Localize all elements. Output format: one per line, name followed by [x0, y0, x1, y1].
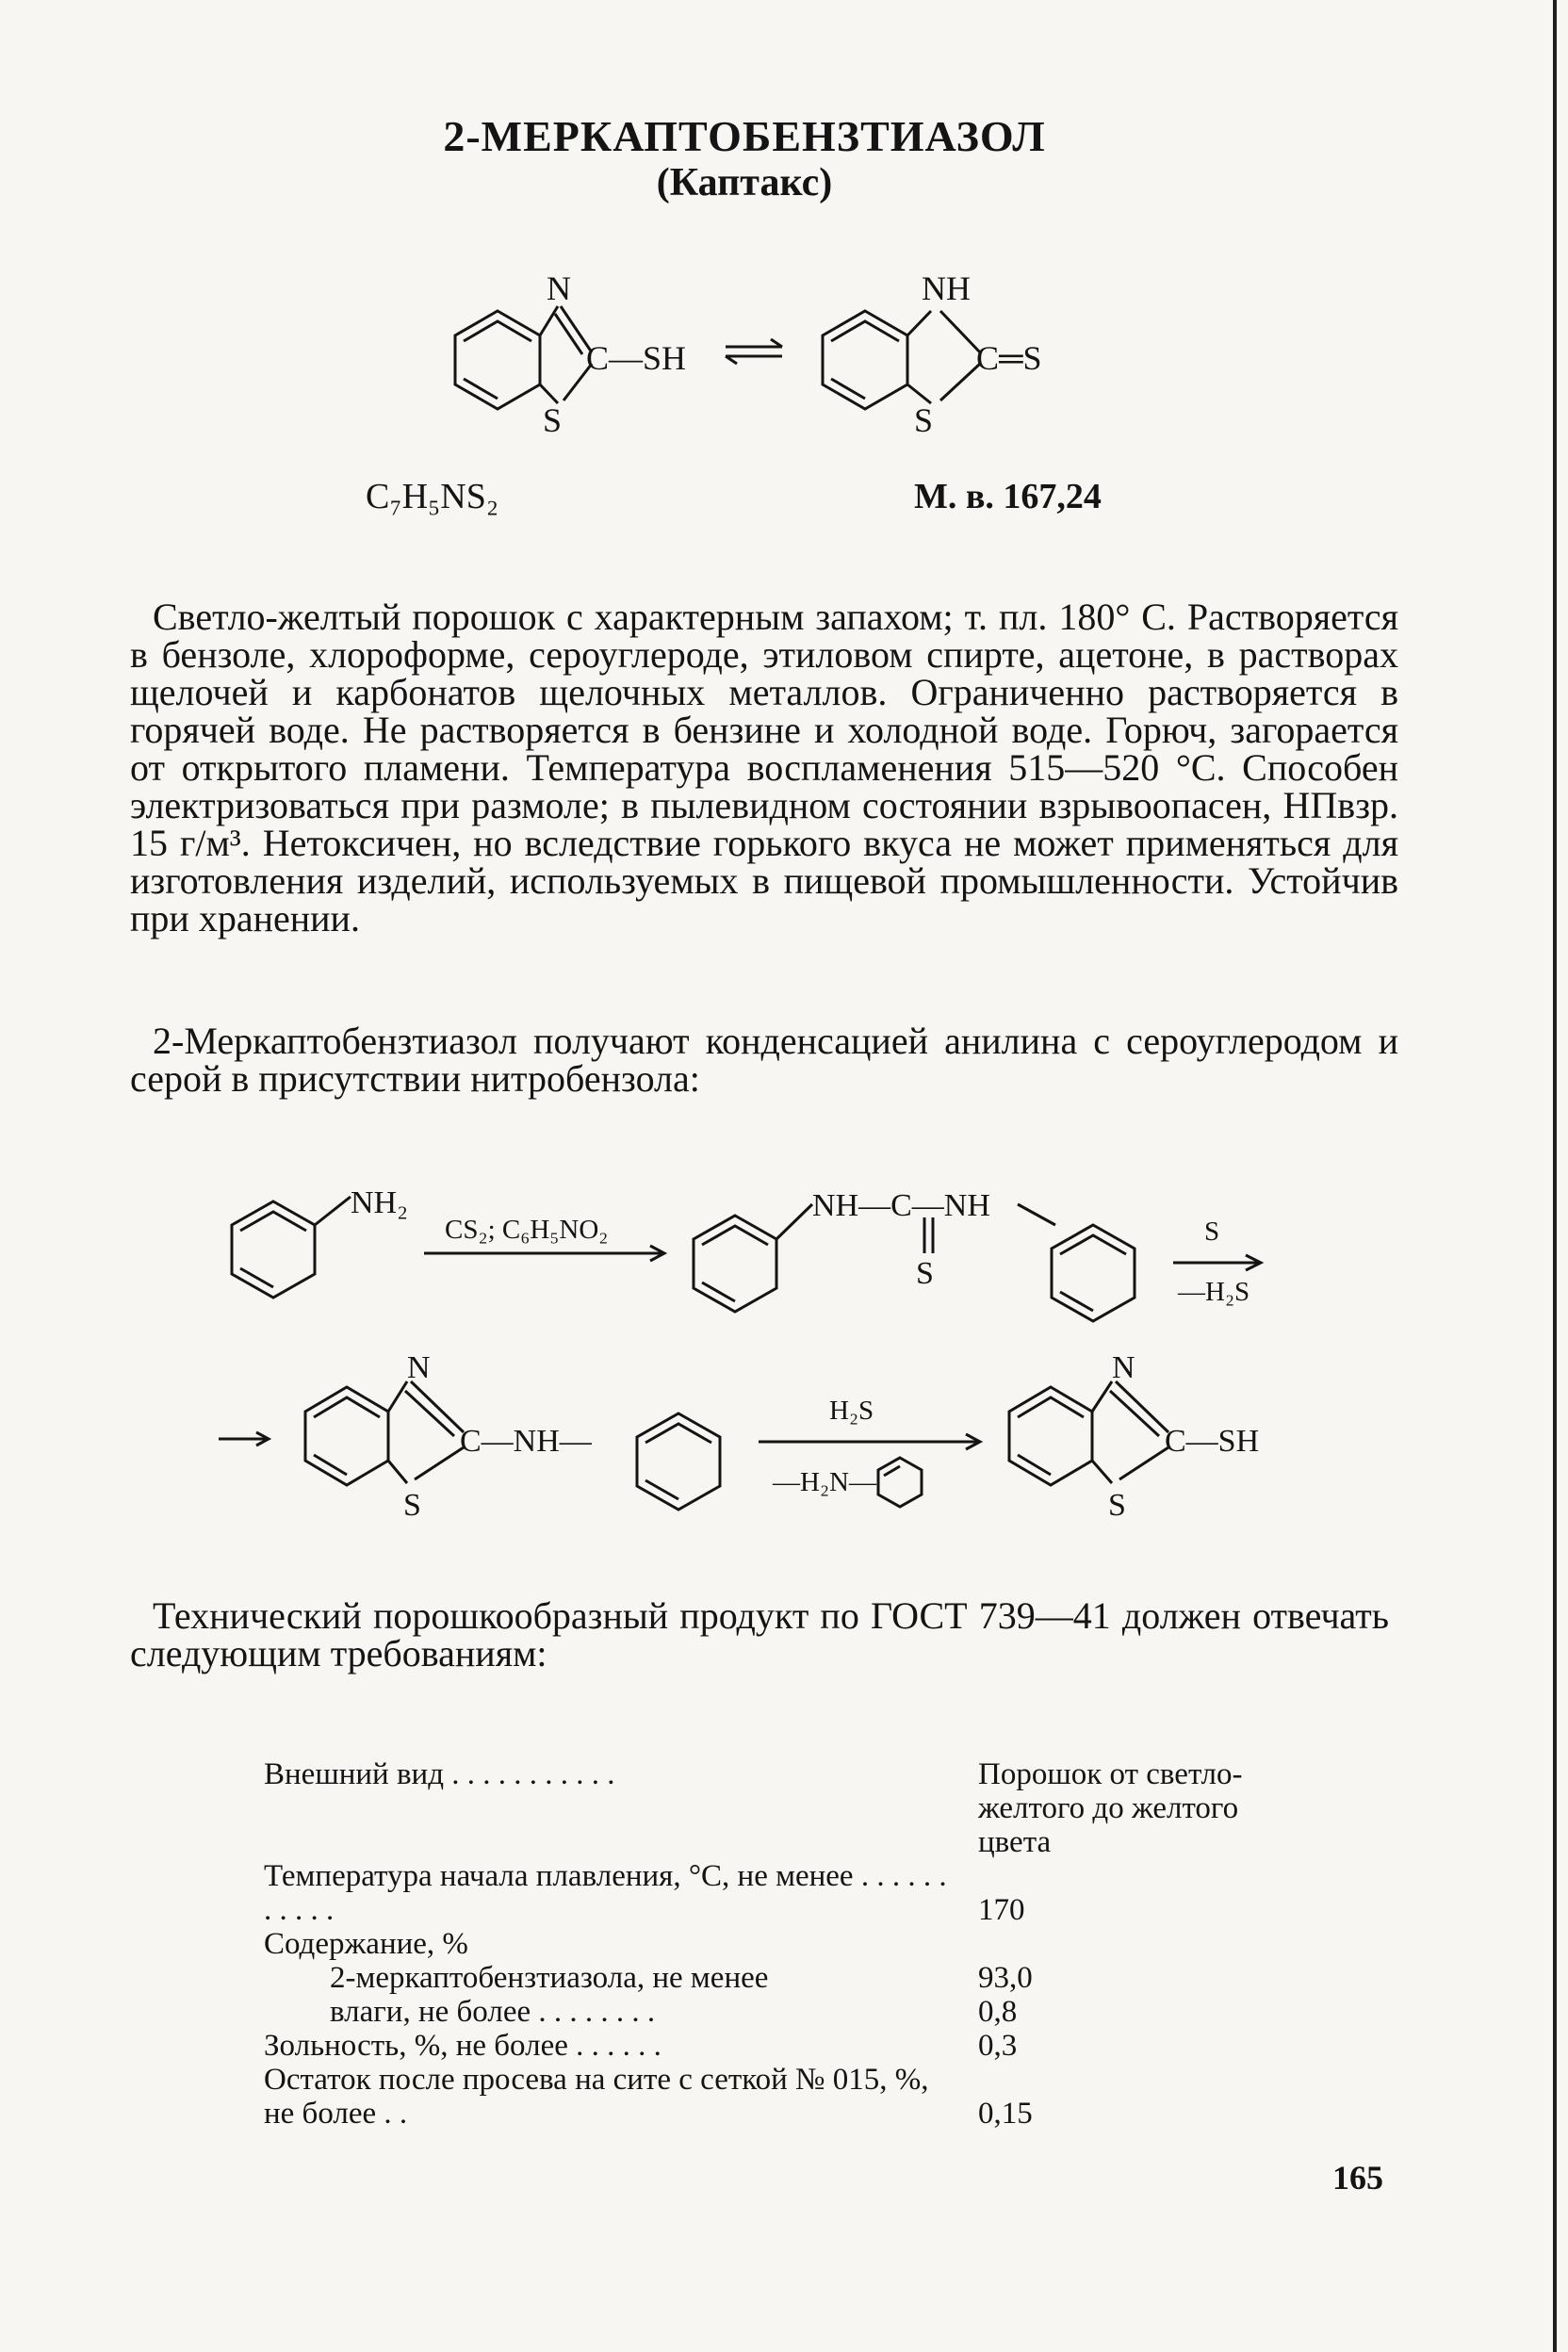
spec-label: влаги, не более . . . . . . . .: [330, 1995, 656, 2029]
reagent-cs2-nitrobenzene: CS₂; C₆H₅NO₂: [445, 1215, 609, 1245]
left-nitrogen: N: [547, 270, 571, 307]
description-paragraph: Светло-желтый порошок с характерным запахом; т. пл. 180° С. Растворяется в бензоле, хлороформе, сероуглероде, этиловом спирте, ацетоне, в растворах щелочей и карбонатов щелочных металлов. Ограниченно растворяется в горячей воде. Не растворяется в бензине и холодной воде. Горюч, загорается от открытого пламени. Температура воспламенения 515—520 °С. Способен электризоваться при размоле; в пылевидном состоянии взрывоопасен, НПвзр. 15 г/м³. Нетоксичен, но вследствие горького вкуса не может применяться для изготовления изделий, используемых в пищевой промышленности. Устойчив при хранении.: [130, 596, 1398, 939]
molecular-mass: М. в. 167,24: [914, 477, 1102, 516]
spec-label: Содержание, %: [264, 1927, 468, 1961]
table-row: [264, 1961, 1263, 1995]
synthesis-paragraph: 2-Меркаптобензтиазол получают конденсацией анилина с сероуглеродом и серой в присутствии нитробензола:: [130, 1020, 1398, 1100]
tautomer-structure: [0, 254, 1568, 462]
reaction-scheme: [0, 1159, 1568, 1545]
product-nitrogen: N: [1112, 1350, 1135, 1385]
spec-value: 0,8: [978, 1995, 1018, 2029]
product-thiol-group: C—SH: [1165, 1424, 1260, 1459]
aniline-nh2: NH₂: [351, 1185, 408, 1220]
page-subtitle: (Каптакс): [656, 161, 833, 204]
reagent-sulfur: S: [1204, 1217, 1220, 1247]
requirements-table: [264, 1757, 1263, 2131]
right-nh: NH: [922, 270, 971, 307]
spec-value: [952, 1927, 1263, 1961]
spec-value: 93,0: [978, 1961, 1033, 1995]
reagent-h2s: H₂S: [829, 1396, 874, 1426]
right-sulfur: S: [914, 401, 934, 439]
spec-value: Порошок от светло-желтого до желтого цвета: [978, 1757, 1243, 1859]
table-row: [264, 2029, 1263, 2063]
spec-label: Температура начала плавления, °С, не менее . . . . . . . . . . .: [264, 1859, 947, 1927]
spec-label: Остаток после просева на сите с сеткой № 015, %, не более . .: [264, 2063, 929, 2131]
page-title: 2-МЕРКАПТОБЕНЗТИАЗОЛ: [443, 112, 1046, 160]
thiourea-sulfur: S: [916, 1256, 934, 1291]
molecular-formula: C₇H₅NS₂: [366, 477, 499, 516]
table-row: [264, 1927, 1263, 1961]
spec-label: Внешний вид . . . . . . . . . . .: [264, 1757, 615, 1791]
table-row: [264, 1757, 1263, 1859]
table-row: [264, 1859, 1263, 1927]
product-sulfur: S: [1108, 1488, 1126, 1523]
spec-label: 2-меркаптобензтиазола, не менее: [330, 1961, 769, 1995]
thiourea-chain: NH—C—NH: [812, 1188, 990, 1223]
spec-value: 0,15: [978, 2097, 1033, 2131]
intermediate-sulfur: S: [403, 1488, 421, 1523]
table-row: [264, 2063, 1263, 2131]
reagent-minus-h2s: —H₂S: [1178, 1277, 1250, 1307]
spec-label: Зольность, %, не более . . . . . .: [264, 2029, 662, 2063]
right-thione-group: C═S: [976, 339, 1042, 377]
byproduct-aniline: —H₂N—: [773, 1467, 876, 1497]
spec-value: 0,3: [978, 2029, 1018, 2063]
left-thiol-group: C—SH: [586, 339, 687, 377]
intermediate-nitrogen: N: [407, 1350, 431, 1385]
left-sulfur: S: [543, 401, 563, 439]
table-row: [264, 1995, 1263, 2029]
spec-value: 170: [978, 1893, 1025, 1927]
intermediate-amine-link: C—NH—: [460, 1424, 592, 1459]
page-number: 165: [1332, 2159, 1383, 2197]
gost-paragraph: Технический порошкообразный продукт по ГОСТ 739—41 должен отвечать следующим требованиям:: [130, 1594, 1389, 1674]
